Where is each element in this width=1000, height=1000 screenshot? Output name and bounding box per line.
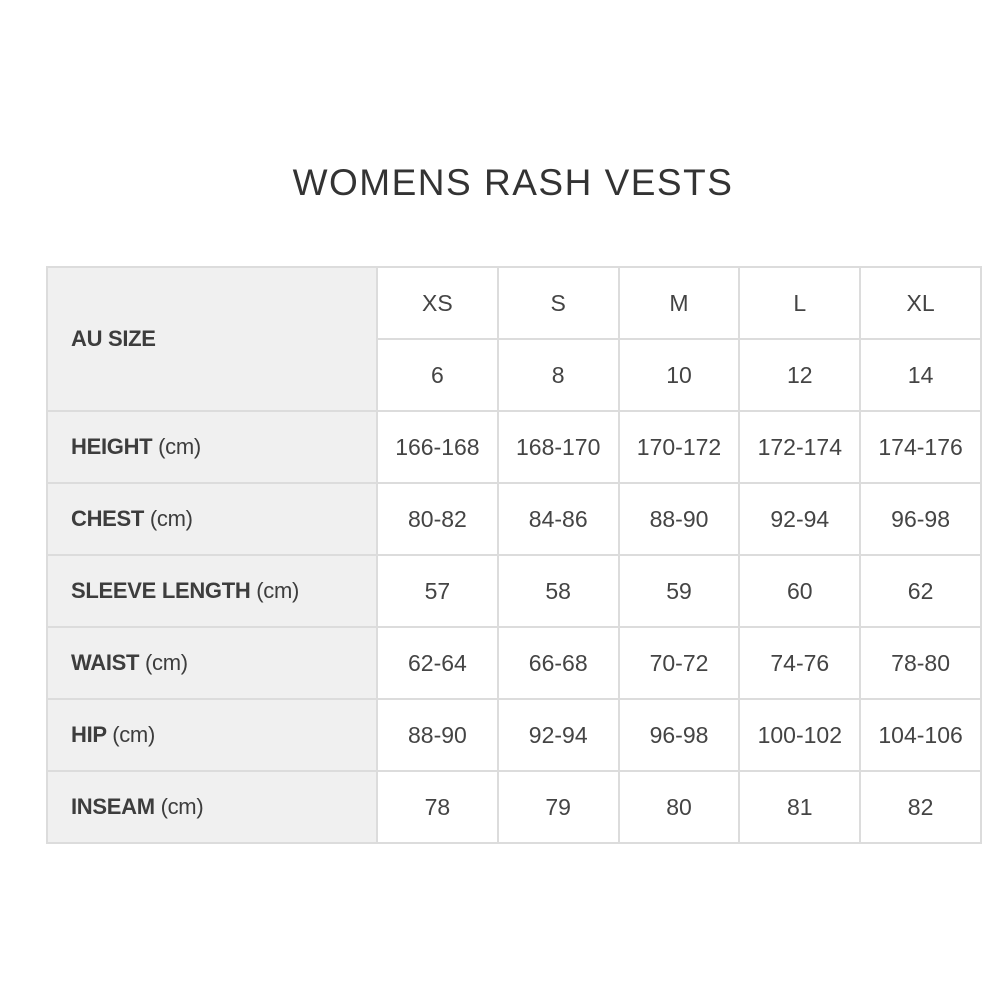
table-row-hip xyxy=(47,699,981,771)
value-cell: 96-98 xyxy=(619,699,740,771)
au-number-cell: 14 xyxy=(860,339,981,411)
row-label-sleeve-length xyxy=(47,555,377,627)
measure-name: CHEST xyxy=(71,506,145,531)
table-row-sleeve-length xyxy=(47,555,981,627)
value-cell: 100-102 xyxy=(739,699,860,771)
table-row-inseam xyxy=(47,771,981,843)
value-cell: 78-80 xyxy=(860,627,981,699)
value-cell: 60 xyxy=(739,555,860,627)
size-letter-row xyxy=(47,267,981,339)
size-chart-table xyxy=(46,266,982,844)
value-cell: 66-68 xyxy=(498,627,619,699)
value-cell: 62 xyxy=(860,555,981,627)
measure-unit: (cm) xyxy=(112,722,155,747)
row-label-height xyxy=(47,411,377,483)
measure-name: WAIST xyxy=(71,650,140,675)
row-label-chest xyxy=(47,483,377,555)
measure-unit: (cm) xyxy=(149,506,193,531)
size-letter-cell: XS xyxy=(377,267,498,339)
value-cell: 74-76 xyxy=(739,627,860,699)
value-cell: 58 xyxy=(498,555,619,627)
size-letter-cell: L xyxy=(739,267,860,339)
measure-name: SLEEVE LENGTH xyxy=(71,578,251,603)
size-letter-cell: M xyxy=(619,267,740,339)
measure-unit: (cm) xyxy=(256,578,300,603)
table-row-height xyxy=(47,411,981,483)
row-label-waist xyxy=(47,627,377,699)
value-cell: 79 xyxy=(498,771,619,843)
value-cell: 88-90 xyxy=(619,483,740,555)
value-cell: 104-106 xyxy=(860,699,981,771)
value-cell: 172-174 xyxy=(739,411,860,483)
size-letter-cell: S xyxy=(498,267,619,339)
measure-name: HIP xyxy=(71,722,107,747)
value-cell: 92-94 xyxy=(498,699,619,771)
value-cell: 80 xyxy=(619,771,740,843)
value-cell: 166-168 xyxy=(377,411,498,483)
value-cell: 62-64 xyxy=(377,627,498,699)
value-cell: 170-172 xyxy=(619,411,740,483)
value-cell: 168-170 xyxy=(498,411,619,483)
value-cell: 81 xyxy=(739,771,860,843)
row-label-hip xyxy=(47,699,377,771)
value-cell: 70-72 xyxy=(619,627,740,699)
value-cell: 78 xyxy=(377,771,498,843)
au-number-cell: 6 xyxy=(377,339,498,411)
value-cell: 92-94 xyxy=(739,483,860,555)
value-cell: 80-82 xyxy=(377,483,498,555)
measure-unit: (cm) xyxy=(160,794,204,819)
table-row-chest xyxy=(47,483,981,555)
row-label-inseam xyxy=(47,771,377,843)
size-letter-cell: XL xyxy=(860,267,981,339)
value-cell: 82 xyxy=(860,771,981,843)
value-cell: 174-176 xyxy=(860,411,981,483)
value-cell: 57 xyxy=(377,555,498,627)
au-size-label: AU SIZE xyxy=(47,267,377,411)
table-row-waist xyxy=(47,627,981,699)
au-number-cell: 12 xyxy=(739,339,860,411)
value-cell: 59 xyxy=(619,555,740,627)
measure-unit: (cm) xyxy=(144,650,188,675)
value-cell: 84-86 xyxy=(498,483,619,555)
page-title: WOMENS RASH VESTS xyxy=(292,162,734,203)
value-cell: 96-98 xyxy=(860,483,981,555)
measure-name: HEIGHT xyxy=(71,434,153,459)
value-cell: 88-90 xyxy=(377,699,498,771)
measure-unit: (cm) xyxy=(158,434,201,459)
au-number-cell: 10 xyxy=(619,339,740,411)
au-number-cell: 8 xyxy=(498,339,619,411)
measure-name: INSEAM xyxy=(71,794,155,819)
